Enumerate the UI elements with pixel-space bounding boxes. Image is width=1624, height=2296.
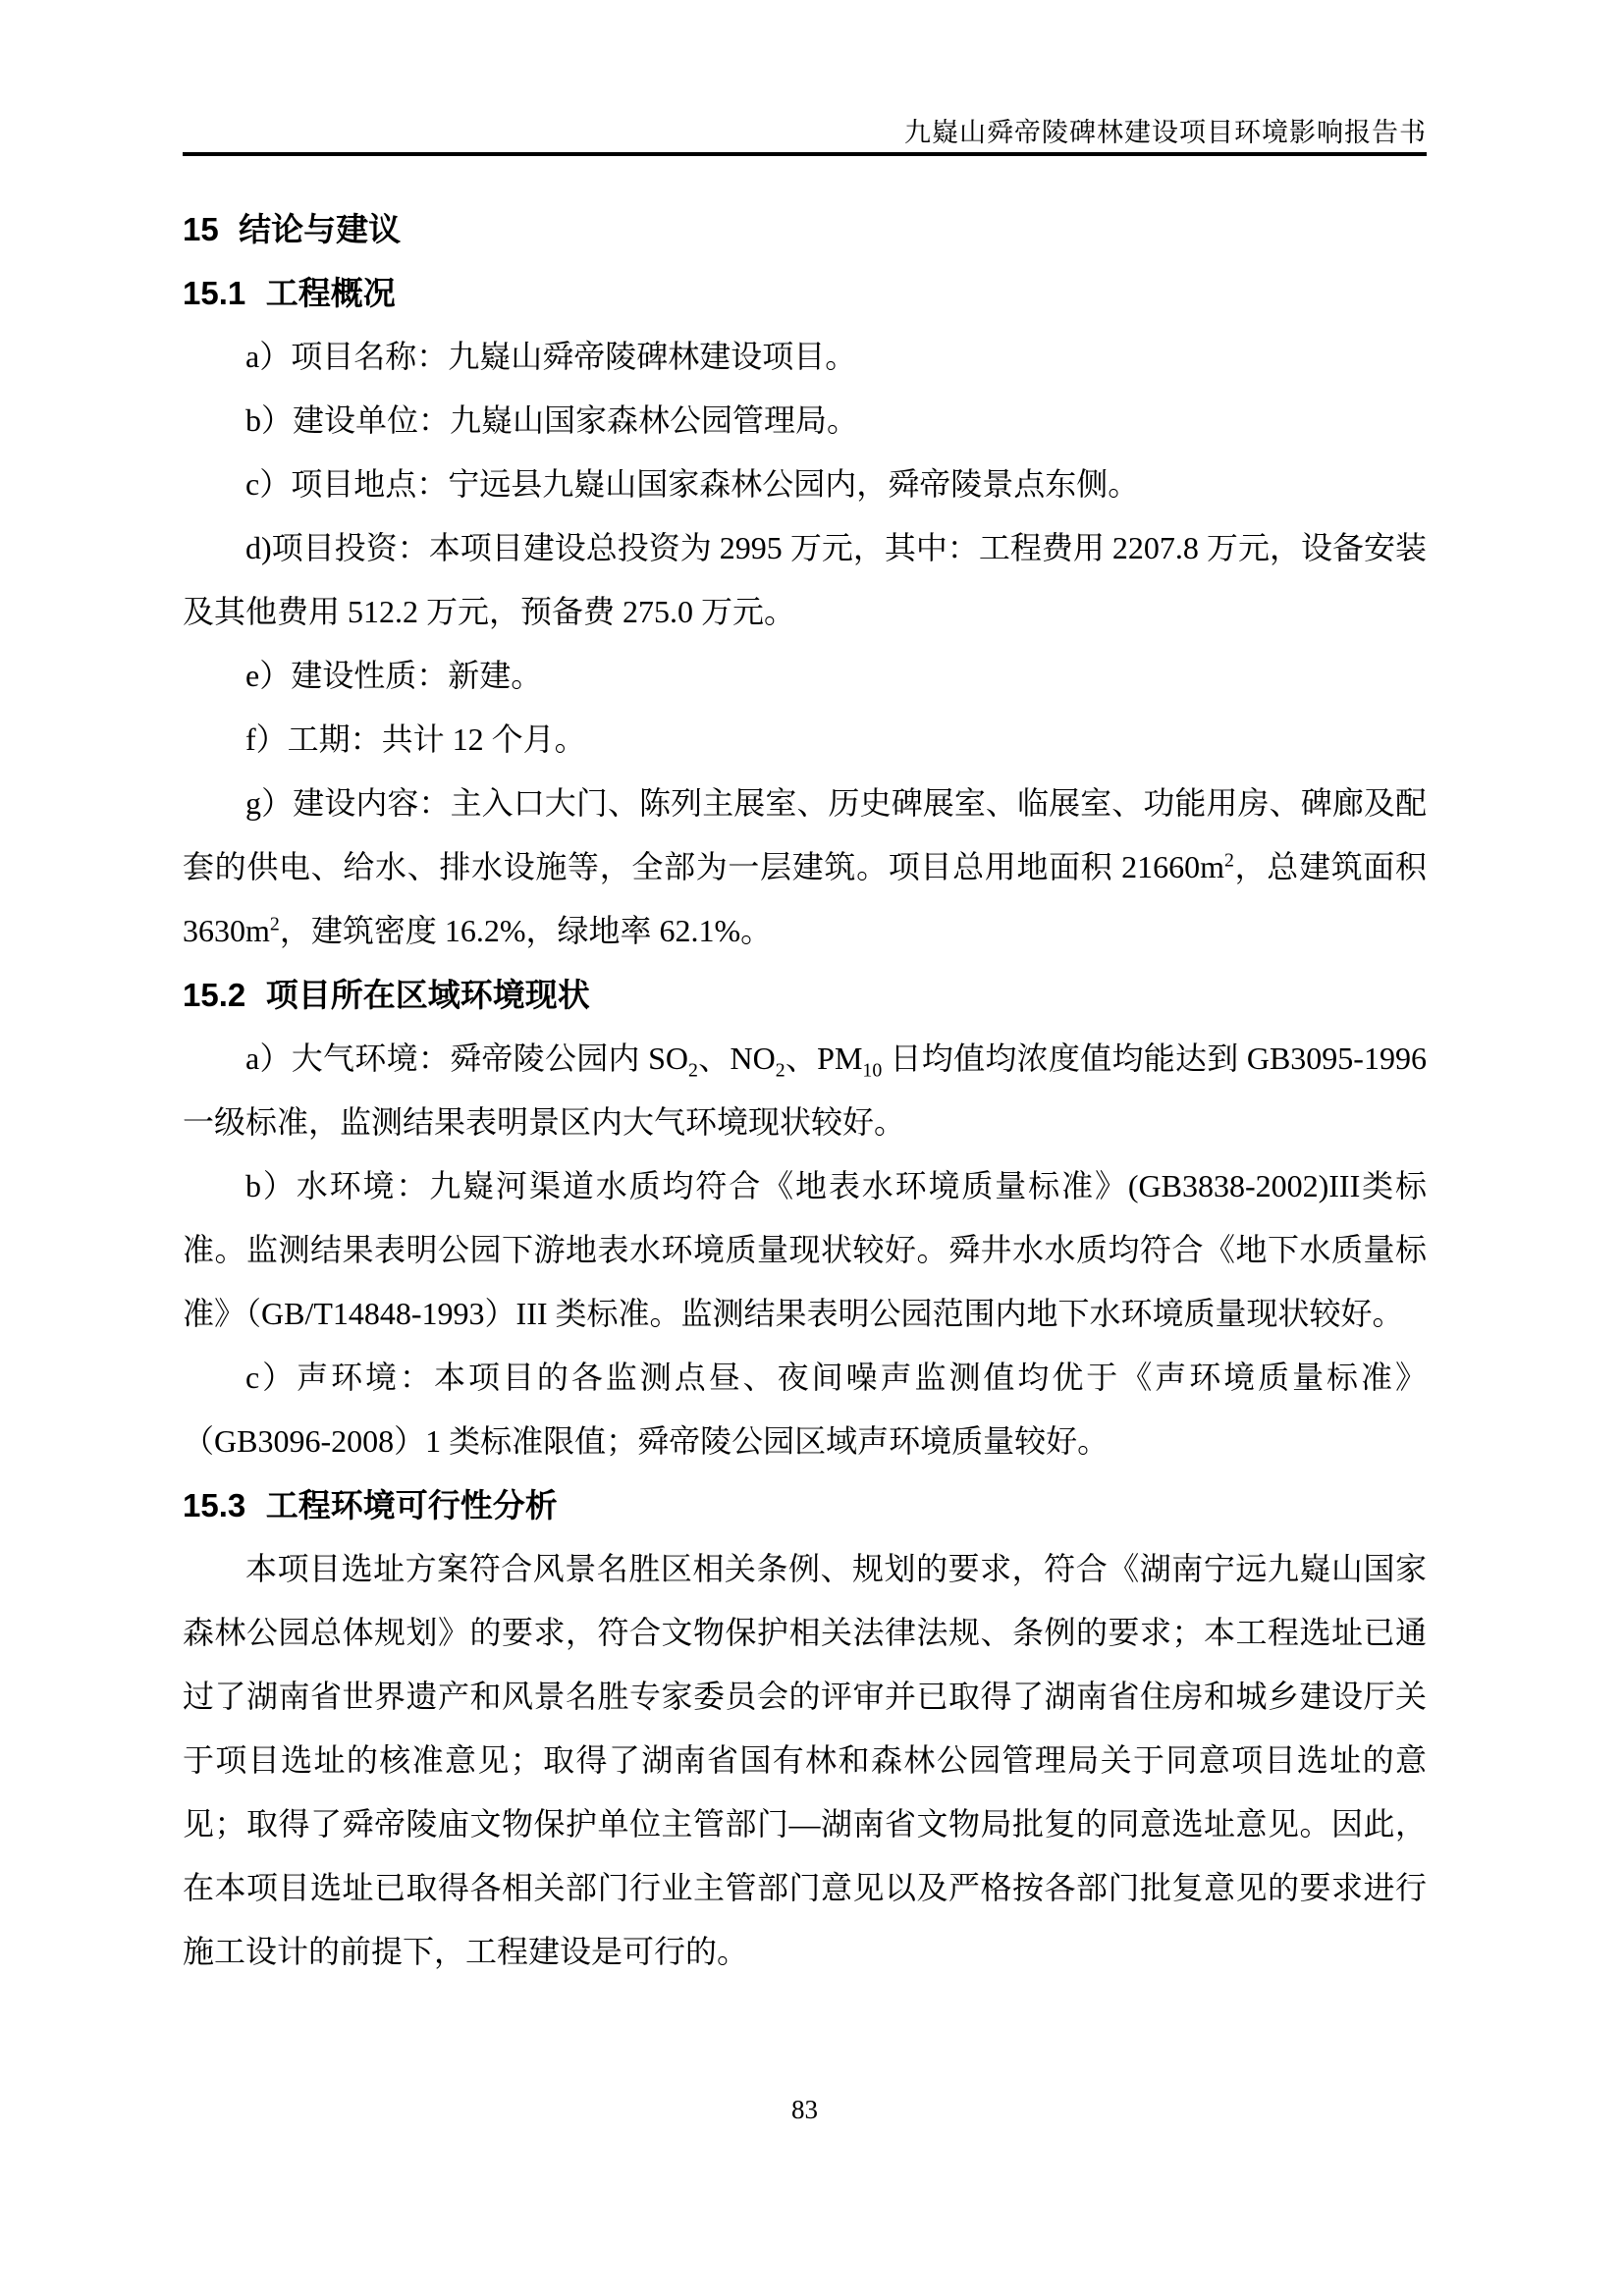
paragraph-project-investment: d)项目投资：本项目建设总投资为 2995 万元，其中：工程费用 2207.8 万元，设备安装及其他费用 512.2 万元，预备费 275.0 万元。 <box>183 530 1427 629</box>
section-title: 项目所在区域环境现状 <box>265 977 590 1013</box>
page-header <box>183 116 1427 149</box>
header-rule <box>183 152 1427 156</box>
paragraph-construction-content: g）建设内容：主入口大门、陈列主展室、历史碑展室、临展室、功能用房、碑廊及配套的供电、给水、排水设施等，全部为一层建筑。项目总用地面积 $21660m^2$，总建筑面积 $3630m^2$，建筑密度 16.2%，绿地率 62.1%。 <box>183 785 1427 948</box>
paragraph-construction-unit: b）建设单位：九嶷山国家森林公园管理局。 <box>245 402 859 438</box>
paragraph-construction-period: f）工期：共计 12 个月。 <box>245 721 586 757</box>
paragraph-water-environment: b）水环境：九嶷河渠道水质均符合《地表水环境质量标准》(GB3838-2002)III类标准。监测结果表明公园下游地表水环境质量现状较好。舜井水水质均符合《地下水质量标准》（GB/T14848-1993）III 类标准。监测结果表明公园范围内地下水环境质量现状较好。 <box>183 1168 1427 1331</box>
paragraph-air-environment: a）大气环境：舜帝陵公园内 $SO_2$、$NO_2$、$PM_{10}$ 日均值均浓度值均能达到 GB3095-1996 一级标准，监测结果表明景区内大气环境现状较好。 <box>183 1041 1427 1140</box>
section-title: 工程环境可行性分析 <box>265 1487 558 1523</box>
section-number: 15.3 <box>183 1487 246 1523</box>
paragraph-project-name: a）项目名称：九嶷山舜帝陵碑林建设项目。 <box>245 339 857 374</box>
paragraph-project-location: c）项目地点：宁远县九嶷山国家森林公园内，舜帝陵景点东侧。 <box>245 466 1140 502</box>
report-title: 九嶷山舜帝陵碑林建设项目环境影响报告书 <box>904 118 1427 147</box>
section-heading-15-3 <box>183 1473 1427 1537</box>
page-content <box>183 197 1427 1984</box>
section-number: 15.1 <box>183 275 246 311</box>
chapter-number: 15 <box>183 211 219 247</box>
section-heading-15-2 <box>183 963 1427 1027</box>
section-number: 15.2 <box>183 977 246 1013</box>
page-footer <box>183 2093 1427 2126</box>
paragraph-sound-environment: c）声环境：本项目的各监测点昼、夜间噪声监测值均优于《声环境质量标准》（GB3096-2008）1 类标准限值；舜帝陵公园区域声环境质量较好。 <box>183 1360 1427 1459</box>
section-title: 工程概况 <box>265 275 396 311</box>
page-number: 83 <box>791 2095 818 2124</box>
section-heading-15-1 <box>183 261 1427 325</box>
paragraph-construction-nature: e）建设性质：新建。 <box>245 658 543 693</box>
paragraph-site-feasibility: 本项目选址方案符合风景名胜区相关条例、规划的要求，符合《湖南宁远九嶷山国家森林公园总体规划》的要求，符合文物保护相关法律法规、条例的要求；本工程选址已通过了湖南省世界遗产和风景名胜专家委员会的评审并已取得了湖南省住房和城乡建设厅关于项目选址的核准意见；取得了湖南省国有林和森林公园管理局关于同意项目选址的意见；取得了舜帝陵庙文物保护单位主管部门—湖南省文物局批复的同意选址意见。因此，在本项目选址已取得各相关部门行业主管部门意见以及严格按各部门批复意见的要求进行施工设计的前提下，工程建设是可行的。 <box>183 1551 1427 1969</box>
chapter-heading <box>183 197 1427 261</box>
chapter-title: 结论与建议 <box>239 211 402 247</box>
